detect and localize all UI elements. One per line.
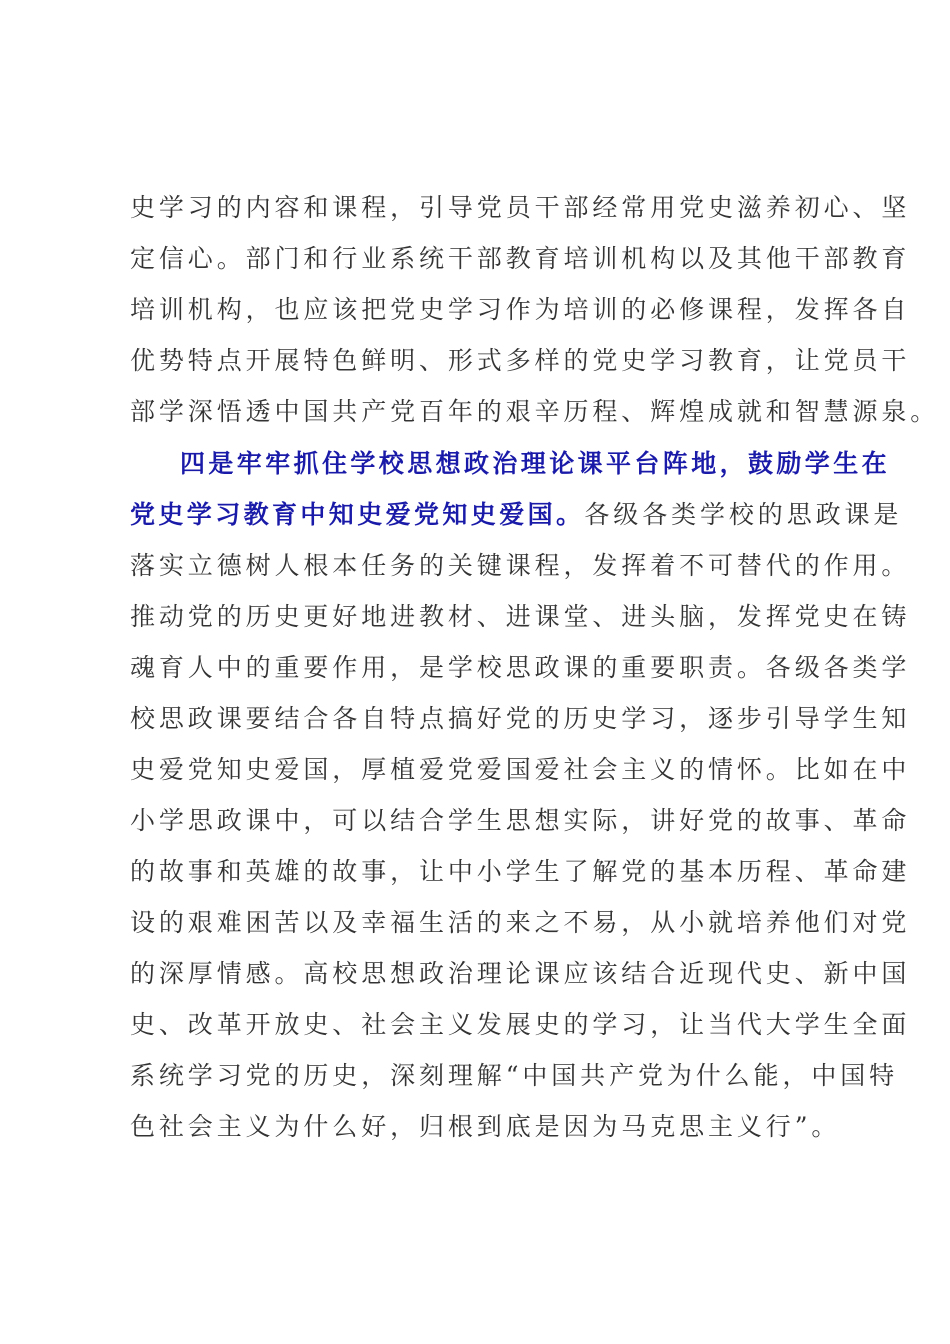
paragraph-line: 色社会主义为什么好，归根到底是因为马克思主义行”。 <box>130 1112 841 1141</box>
paragraph-line: 校思政课要结合各自特点搞好党的历史学习，逐步引导学生知 <box>130 704 911 733</box>
paragraph-line: 魂育人中的重要作用，是学校思政课的重要职责。各级各类学 <box>130 653 911 682</box>
paragraph-line: 史学习的内容和课程，引导党员干部经常用党史滋养初心、坚 <box>130 193 911 222</box>
paragraph-line: 部学深悟透中国共产党百年的艰辛历程、辉煌成就和智慧源泉。 <box>130 397 940 426</box>
paragraph-line: 小学思政课中，可以结合学生思想实际，讲好党的故事、革命 <box>130 806 911 835</box>
section-heading-line-2: 党史学习教育中知史爱党知史爱国。 <box>130 500 585 529</box>
paragraph-line: 的深厚情感。高校思想政治理论课应该结合近现代史、新中国 <box>130 959 911 988</box>
paragraph-line <box>130 489 903 540</box>
paragraph-line: 系统学习党的历史，深刻理解“中国共产党为什么能，中国特 <box>130 1061 899 1090</box>
paragraph-line: 的故事和英雄的故事，让中小学生了解党的基本历程、革命建 <box>130 857 911 886</box>
paragraph-line: 培训机构，也应该把党史学习作为培训的必修课程，发挥各自 <box>130 295 911 324</box>
section-heading-line-1: 四是牢牢抓住学校思想政治理论课平台阵地，鼓励学生在 <box>180 449 891 478</box>
paragraph-line: 史、改革开放史、社会主义发展史的学习，让当代大学生全面 <box>130 1010 911 1039</box>
paragraph-2 <box>130 438 911 1152</box>
paragraph-line: 史爱党知史爱国，厚植爱党爱国爱社会主义的情怀。比如在中 <box>130 755 911 784</box>
paragraph-line: 定信心。部门和行业系统干部教育培训机构以及其他干部教育 <box>130 244 911 273</box>
paragraph-line: 设的艰难困苦以及幸福生活的来之不易，从小就培养他们对党 <box>130 908 911 937</box>
paragraph-1 <box>130 182 940 437</box>
paragraph-line: 优势特点开展特色鲜明、形式多样的党史学习教育，让党员干 <box>130 346 911 375</box>
paragraph-line: 落实立德树人根本任务的关键课程，发挥着不可替代的作用。 <box>130 551 911 580</box>
paragraph-line: 推动党的历史更好地进教材、进课堂、进头脑，发挥党史在铸 <box>130 602 911 631</box>
paragraph-text: 各级各类学校的思政课是 <box>584 500 903 529</box>
